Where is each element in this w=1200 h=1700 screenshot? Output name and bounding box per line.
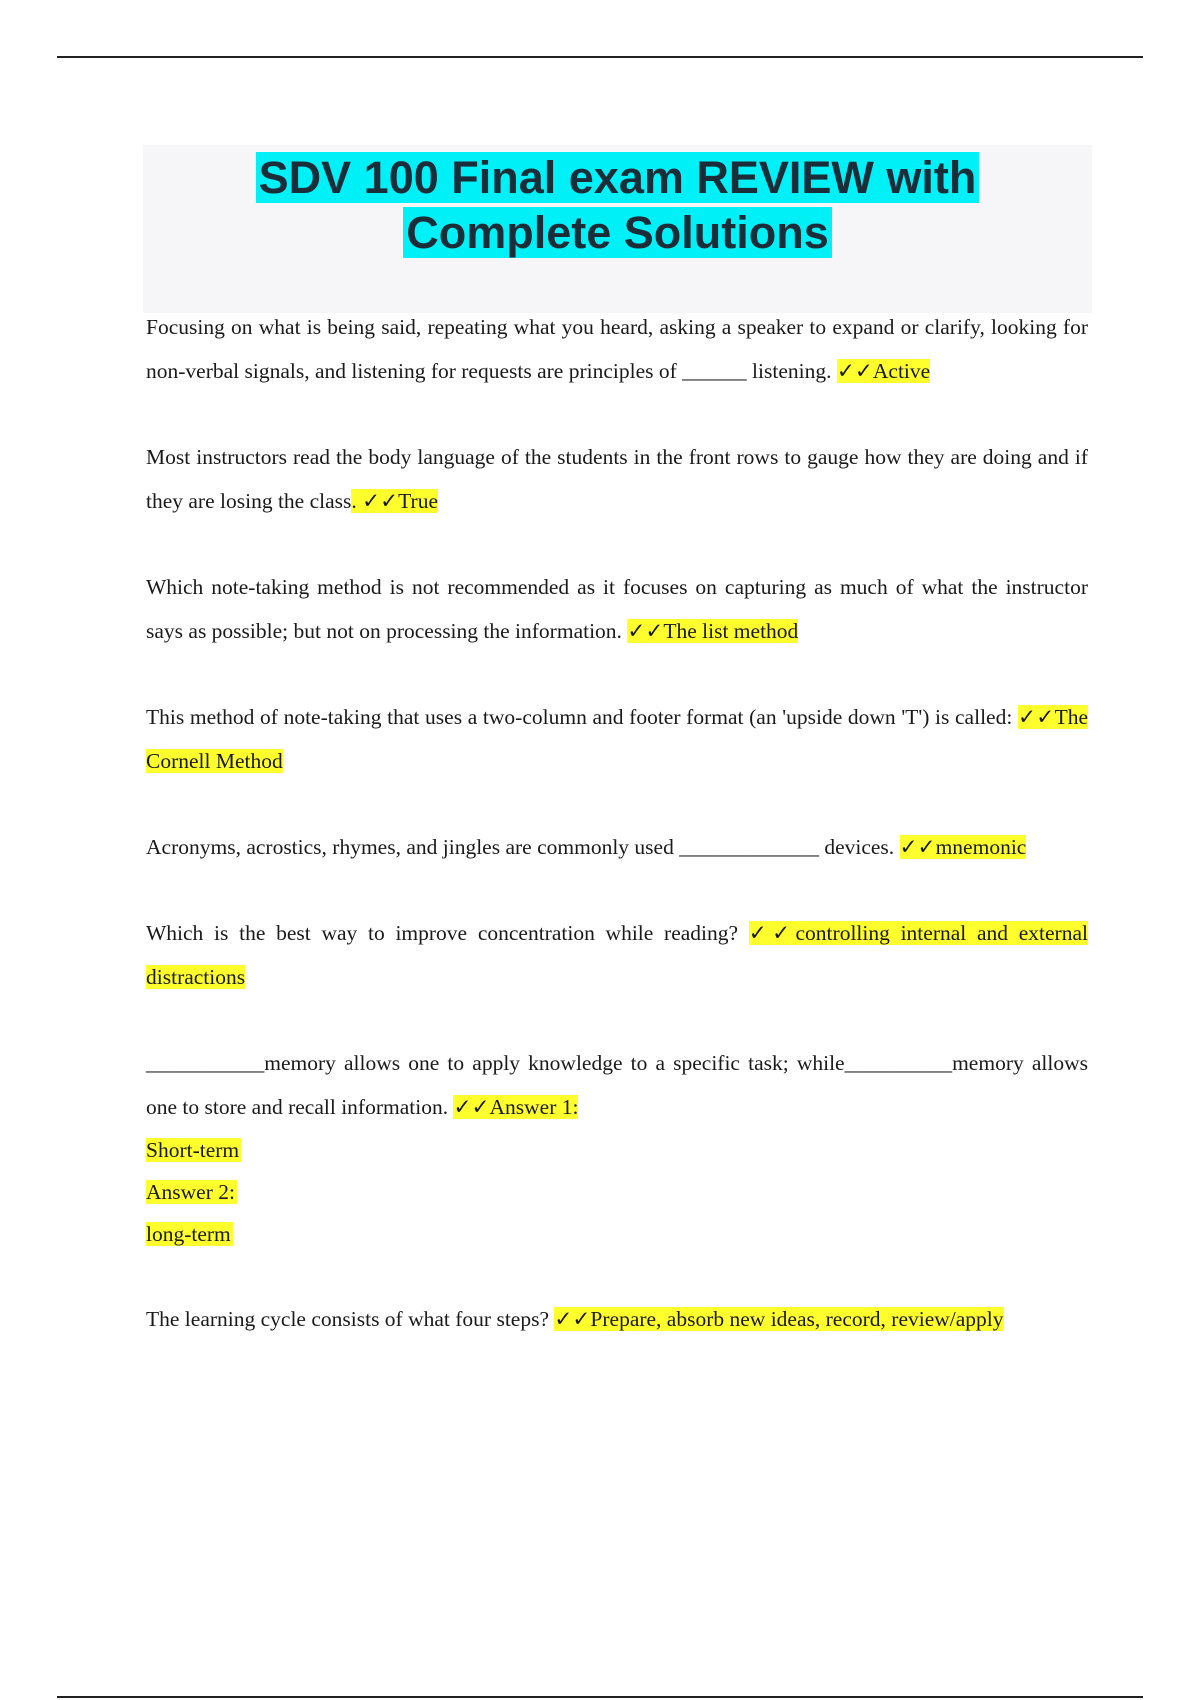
answer-text: Prepare, absorb new ideas, record, review/apply — [590, 1307, 1004, 1331]
question-text: Which note-taking method is not recommended as it focuses on capturing as much of what the instructor says as possible; but not on processing the information. — [146, 575, 1088, 643]
question-list — [146, 305, 1088, 1341]
answer-text: The Cornell Method — [146, 705, 1088, 773]
answer-highlight: Short-term — [146, 1138, 240, 1162]
check-icon: ✓✓ — [554, 1307, 591, 1331]
answer-highlight: long-term — [146, 1222, 231, 1246]
answer-line-3 — [146, 1213, 1088, 1255]
qa-item-8 — [146, 1297, 1088, 1341]
check-icon: ✓✓ — [453, 1095, 490, 1119]
qa-item-5 — [146, 825, 1088, 869]
title-line-2: Complete Solutions — [403, 207, 832, 258]
question-text: The learning cycle consists of what four steps? — [146, 1307, 555, 1331]
answer-highlight: Answer 2: — [146, 1180, 235, 1204]
check-icon: ✓✓ — [748, 921, 796, 945]
check-icon: ✓✓ — [1017, 705, 1055, 729]
answer-highlight — [554, 1307, 1003, 1331]
answer-text: Answer 1: — [489, 1095, 579, 1119]
qa-item-2 — [146, 435, 1088, 523]
check-icon: ✓✓ — [627, 619, 664, 643]
question-text: Acronyms, acrostics, rhymes, and jingles are commonly used _____________ devices. — [146, 835, 900, 859]
title-banner — [143, 145, 1092, 313]
check-icon: ✓✓ — [836, 359, 873, 383]
question-text: Focusing on what is being said, repeating what you heard, asking a speaker to expand or clarify, looking for non-verbal signals, and listening for requests are principles of ______ listening. — [146, 315, 1088, 383]
question-text: Most instructors read the body language of the students in the front rows to gauge how they are doing and if they are losing the class — [146, 445, 1088, 513]
answer-highlight — [627, 619, 798, 643]
answer-text: Active — [872, 359, 931, 383]
qa-item-7 — [146, 1041, 1088, 1255]
qa-item-6 — [146, 911, 1088, 999]
answer-highlight — [453, 1095, 578, 1119]
answer-highlight — [837, 359, 930, 383]
answer-line-1 — [146, 1129, 1088, 1171]
answer-text: The list method — [663, 619, 799, 643]
document-title — [143, 145, 1092, 260]
answer-line-2 — [146, 1171, 1088, 1213]
answer-text: mnemonic — [935, 835, 1027, 859]
qa-item-3 — [146, 565, 1088, 653]
header-rule — [57, 56, 1143, 58]
question-text: Which is the best way to improve concentration while reading? — [146, 921, 749, 945]
check-icon: ✓✓ — [362, 489, 399, 513]
answer-highlight: . ✓✓True — [351, 489, 439, 513]
answer-text: True — [398, 489, 439, 513]
check-icon: ✓✓ — [899, 835, 936, 859]
title-line-1: SDV 100 Final exam REVIEW with — [256, 152, 980, 203]
question-text: ___________memory allows one to apply knowledge to a specific task; while__________memory allows one to store and recall information. — [146, 1051, 1088, 1119]
answer-highlight — [900, 835, 1027, 859]
qa-item-4 — [146, 695, 1088, 783]
question-text: This method of note-taking that uses a two-column and footer format (an 'upside down 'T') is called: — [146, 705, 1018, 729]
qa-item-1 — [146, 305, 1088, 393]
footer-rule — [57, 1696, 1143, 1698]
answer-text: controlling internal and external distractions — [146, 921, 1088, 989]
